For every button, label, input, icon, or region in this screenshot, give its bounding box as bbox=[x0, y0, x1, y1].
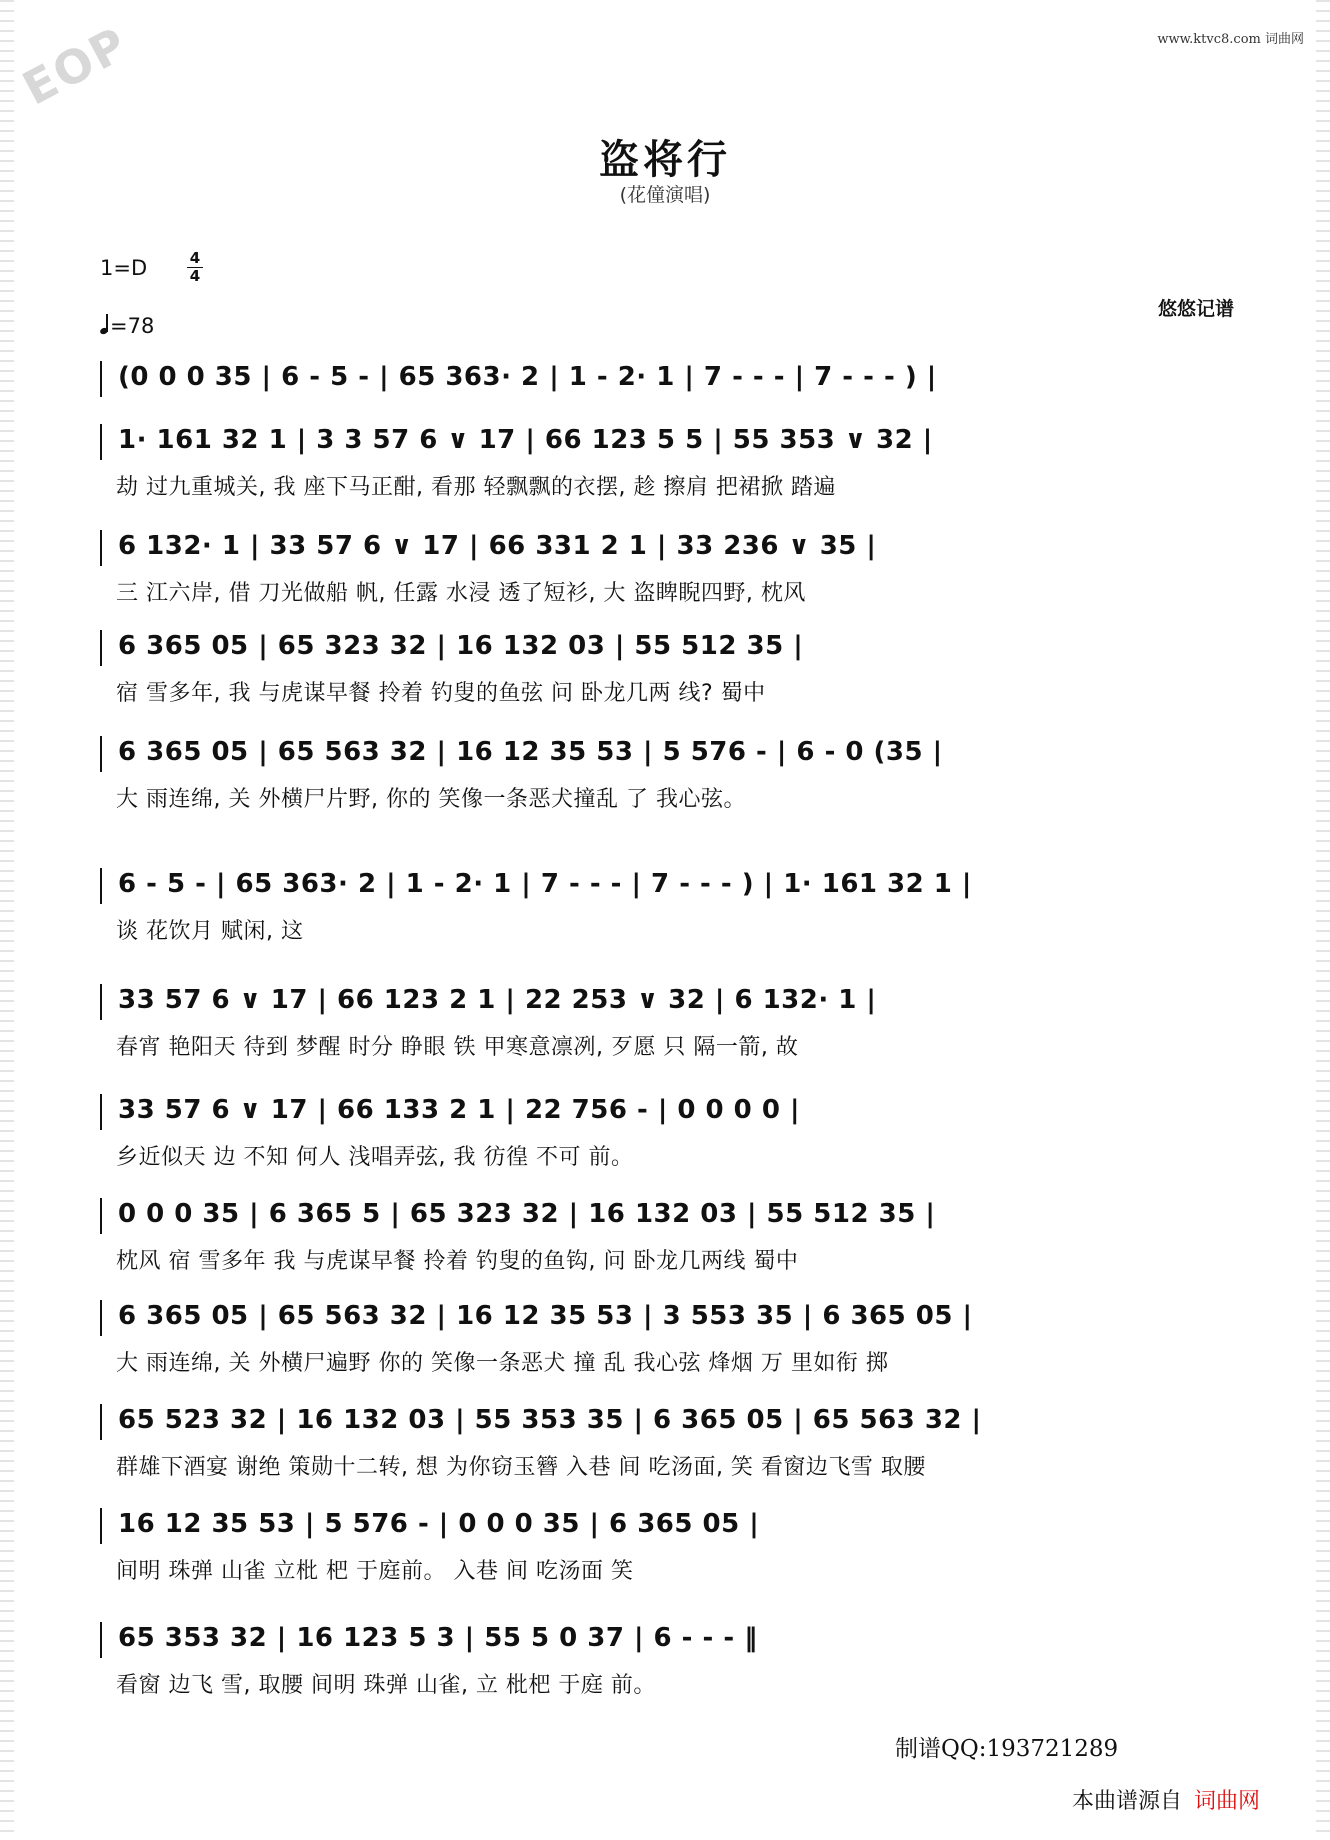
left-margin-strip bbox=[0, 0, 14, 1840]
notation-text: 65 523 32 | 16 132 03 | 55 353 35 | 6 365 05 | 65 563 32 | bbox=[118, 1405, 982, 1435]
lyrics-line: 宿 雪多年, 我 与虎谋早餐 拎着 钓叟的鱼弦 问 卧龙几两 线? 蜀中 bbox=[116, 681, 766, 706]
right-margin-strip bbox=[1316, 0, 1330, 1840]
lyrics-line: 群雄下酒宴 谢绝 策勋十二转, 想 为你窃玉簪 入巷 间 吃汤面, 笑 看窗边飞雪 取腰 bbox=[116, 1455, 926, 1480]
notation-text: 16 12 35 53 | 5 576 - | 0 0 0 35 | 6 365 05 | bbox=[118, 1509, 760, 1539]
lyrics-line: 大 雨连绵, 关 外横尸遍野 你的 笑像一条恶犬 撞 乱 我心弦 烽烟 万 里如衔 掷 bbox=[116, 1351, 889, 1376]
lyrics-line: 劫 过九重城关, 我 座下马正酣, 看那 轻飘飘的衣摆, 趁 擦肩 把裙掀 踏遍 bbox=[116, 475, 836, 500]
notation-text: 65 353 32 | 16 123 5 3 | 55 5 0 37 | 6 - - - ‖ bbox=[118, 1623, 758, 1653]
notation-line bbox=[100, 1616, 1250, 1660]
notation-text: 33 57 6 ∨ 17 | 66 133 2 1 | 22 756 - | 0 0 0 0 | bbox=[118, 1095, 800, 1125]
key-signature: 1=D bbox=[100, 256, 148, 280]
notation-text: (0 0 0 35 | 6 - 5 - | 65 363· 2 | 1 - 2· 1 | 7 - - - | 7 - - - ) | bbox=[118, 362, 937, 392]
notation-line bbox=[100, 1502, 1250, 1546]
score-recorder: 悠悠记谱 bbox=[1157, 298, 1234, 320]
notation-line bbox=[100, 1398, 1250, 1442]
notation-line bbox=[100, 624, 1250, 668]
notation-text: 6 132· 1 | 33 57 6 ∨ 17 | 66 331 2 1 | 33 236 ∨ 35 | bbox=[118, 531, 877, 561]
notation-line bbox=[100, 418, 1250, 462]
song-subtitle: (花僮演唱) bbox=[619, 184, 711, 206]
time-signature bbox=[185, 250, 205, 285]
site-url[interactable]: www.ktvc8.com 词曲网 bbox=[1157, 32, 1304, 47]
notation-line bbox=[100, 1088, 1250, 1132]
brand-link[interactable]: 词曲网 bbox=[1194, 1789, 1261, 1814]
lyrics-line: 乡近似天 边 不知 何人 浅唱弄弦, 我 彷徨 不可 前。 bbox=[116, 1145, 634, 1170]
eop-watermark: EOP bbox=[14, 16, 137, 116]
notation-line bbox=[100, 1192, 1250, 1236]
source-credit bbox=[1072, 1784, 1260, 1815]
notation-line bbox=[100, 524, 1250, 568]
notation-text: 0 0 0 35 | 6 365 5 | 65 323 32 | 16 132 03 | 55 512 35 | bbox=[118, 1199, 936, 1229]
time-top: 4 bbox=[189, 249, 201, 267]
source-label: 本曲谱源自 bbox=[1072, 1789, 1183, 1814]
notation-text: 6 - 5 - | 65 363· 2 | 1 - 2· 1 | 7 - - - | 7 - - - ) | 1· 161 32 1 | bbox=[118, 869, 972, 899]
quarter-note-icon bbox=[100, 318, 110, 336]
lyrics-line: 间明 珠弹 山雀 立枇 杷 于庭前。 入巷 间 吃汤面 笑 bbox=[116, 1559, 634, 1584]
notation-line bbox=[100, 862, 1250, 906]
notation-line bbox=[100, 978, 1250, 1022]
tempo-marking bbox=[100, 314, 154, 338]
lyrics-line: 枕风 宿 雪多年 我 与虎谋早餐 拎着 钓叟的鱼钩, 问 卧龙几两线 蜀中 bbox=[116, 1249, 799, 1274]
notation-text: 1· 161 32 1 | 3 3 57 6 ∨ 17 | 66 123 5 5 | 55 353 ∨ 32 | bbox=[118, 425, 933, 455]
lyrics-line: 看窗 边飞 雪, 取腰 间明 珠弹 山雀, 立 枇杷 于庭 前。 bbox=[116, 1673, 656, 1698]
transcriber-qq: 制谱QQ:193721289 bbox=[895, 1736, 1119, 1762]
tempo-value: =78 bbox=[110, 314, 155, 338]
notation-line bbox=[100, 1294, 1250, 1338]
notation-text: 6 365 05 | 65 563 32 | 16 12 35 53 | 5 576 - | 6 - 0 (35 | bbox=[118, 737, 943, 767]
notation-line bbox=[100, 730, 1250, 774]
lyrics-line: 三 江六岸, 借 刀光做船 帆, 任露 水浸 透了短衫, 大 盗睥睨四野, 枕风 bbox=[116, 581, 806, 606]
notation-text: 33 57 6 ∨ 17 | 66 123 2 1 | 22 253 ∨ 32 | 6 132· 1 | bbox=[118, 985, 877, 1015]
time-bottom: 4 bbox=[189, 267, 201, 285]
lyrics-line: 谈 花饮月 赋闲, 这 bbox=[116, 919, 304, 944]
notation-text: 6 365 05 | 65 563 32 | 16 12 35 53 | 3 553 35 | 6 365 05 | bbox=[118, 1301, 973, 1331]
song-title: 盗将行 bbox=[599, 137, 731, 183]
lyrics-line: 大 雨连绵, 关 外横尸片野, 你的 笑像一条恶犬撞乱 了 我心弦。 bbox=[116, 787, 746, 812]
notation-line bbox=[100, 355, 1250, 399]
lyrics-line: 春宵 艳阳天 待到 梦醒 时分 睁眼 铁 甲寒意凛冽, 歹愿 只 隔一箭, 故 bbox=[116, 1035, 799, 1060]
notation-text: 6 365 05 | 65 323 32 | 16 132 03 | 55 512 35 | bbox=[118, 631, 804, 661]
